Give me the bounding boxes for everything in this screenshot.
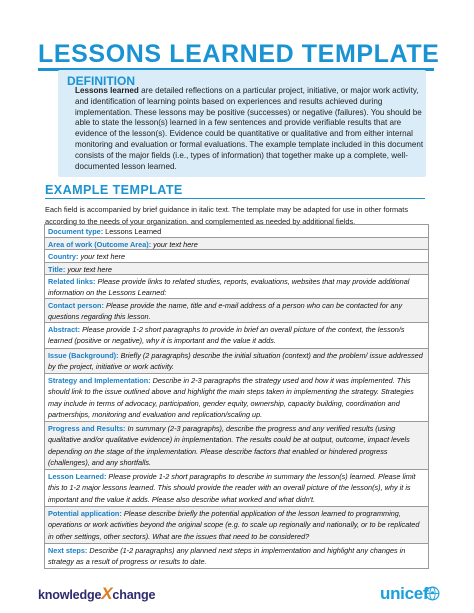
field-label: Issue (Background):: [48, 351, 119, 360]
page-title: LESSONS LEARNED TEMPLATE: [38, 40, 440, 68]
template-table: [44, 224, 429, 569]
table-row: [45, 250, 428, 263]
field-value[interactable]: your text here: [153, 240, 198, 249]
field-value[interactable]: your text here: [80, 252, 126, 261]
table-row: [45, 507, 428, 544]
definition-heading: DEFINITION: [67, 74, 135, 88]
logo-text-knowledge: knowledge: [38, 588, 102, 602]
field-value[interactable]: Briefly (2 paragraphs) describe the initial situation (context) and the problem/ issue addressed by the project, initiative or work activity.: [48, 351, 423, 372]
field-label: Area of work (Outcome Area):: [48, 240, 152, 249]
table-row: [45, 374, 428, 422]
field-label: Contact person:: [48, 301, 104, 310]
table-row: [45, 225, 428, 238]
knowledge-exchange-logo: [38, 584, 155, 604]
field-label: Abstract:: [48, 325, 81, 334]
definition-body: are detailed reflections on a particular project, initiative, or major work activity, and identification of learning points based on experiences and results achieved during implementation. These lessons may be positive (successes) or negative (failures). You should be able to state the lesson(s) learned in a few sentences and provide verifiable results that are evidence of the lesson(s). Evidence could be quantitative or qualitative and from either internal monitoring and evaluation or formal evaluations. The example template included in this document consists of the major fields (i.e., types of information) that together make up a complete, well-documented lesson learned.: [75, 86, 424, 171]
definition-lead: Lessons learned: [75, 86, 139, 95]
field-label: Document type:: [48, 227, 104, 236]
table-row: [45, 263, 428, 275]
table-row: [45, 470, 428, 507]
example-intro: Each field is accompanied by brief guidance in italic text. The template may be adapted for use in other formats according to the needs of your organization, and complemented as needed by additional fields.: [45, 205, 409, 226]
field-label: Country:: [48, 252, 79, 261]
table-row: [45, 275, 428, 299]
table-row: [45, 422, 428, 470]
table-row: [45, 544, 428, 569]
example-underline: [45, 198, 425, 199]
field-label: Potential application:: [48, 509, 122, 518]
logo-text-change: change: [112, 588, 156, 602]
field-value[interactable]: Lessons Learned: [105, 227, 162, 236]
field-label: Title:: [48, 265, 66, 274]
field-value[interactable]: Please provide 1-2 short paragraphs to describe in summary the lesson(s) learned. Please limit this to 1-2 major lessons learned. This should provide the reader with an overall picture of the lesson(s), why it is important and the value it adds. Please also describe what worked and what didn't.: [48, 472, 416, 504]
table-row: [45, 349, 428, 374]
field-label: Progress and Results:: [48, 424, 126, 433]
field-value[interactable]: your text here: [67, 265, 112, 274]
field-label: Strategy and Implementation:: [48, 376, 151, 385]
field-label: Next steps:: [48, 546, 88, 555]
logo-text-x: X: [101, 584, 113, 603]
table-row: [45, 238, 428, 250]
field-value[interactable]: Please provide 1-2 short paragraphs to provide in brief an overall picture of the context, the lesson/s learned (positive or negative), why it is important and the value it adds.: [48, 325, 405, 346]
definition-text: [75, 86, 425, 172]
field-value[interactable]: Describe (1-2 paragraphs) any planned next steps in implementation and highlight any changes in strategy as a result of progress or results to date.: [48, 546, 406, 567]
field-label: Related links:: [48, 277, 96, 286]
unicef-logo: unicef: [380, 584, 429, 603]
field-label: Lesson Learned:: [48, 472, 107, 481]
field-value[interactable]: Describe in 2-3 paragraphs the strategy used and how it was implemented. This should link to the issue outlined above and highlight the main steps taken in implementing the strategy. Strategies may include in terms of advocacy, participation, gender equity, ownership, capacity building, coordination and partnerships, monitoring and evaluation and replication/scaling up.: [48, 376, 414, 419]
table-row: [45, 299, 428, 323]
field-value[interactable]: Please provide links to related studies, reports, evaluations, websites that may provide additional information on the Lessons Learned:: [48, 277, 410, 298]
example-heading: EXAMPLE TEMPLATE: [45, 183, 183, 197]
field-value[interactable]: Please provide the name, title and e-mail address of a person who can be contacted for any questions regarding this lesson.: [48, 301, 403, 322]
table-row: [45, 323, 428, 349]
field-value[interactable]: In summary (2-3 paragraphs), describe the progress and any verified results (using qualitative and/or qualitative evidence) in implementation. The results could be at output, outcome, impact levels depending on the stage of the implementation. Please describe factors that enabled or hindered progress (challenges), and any shortfalls.: [48, 424, 410, 467]
unicef-globe-icon: [425, 586, 440, 601]
field-value[interactable]: Please describe briefly the potential application of the lesson learned to programming, operations or work activities beyond the original scope (e.g. to scale up regionally and nationally, or to be replicated in other settings, other sectors). What are the issues that need to be considered?: [48, 509, 420, 541]
